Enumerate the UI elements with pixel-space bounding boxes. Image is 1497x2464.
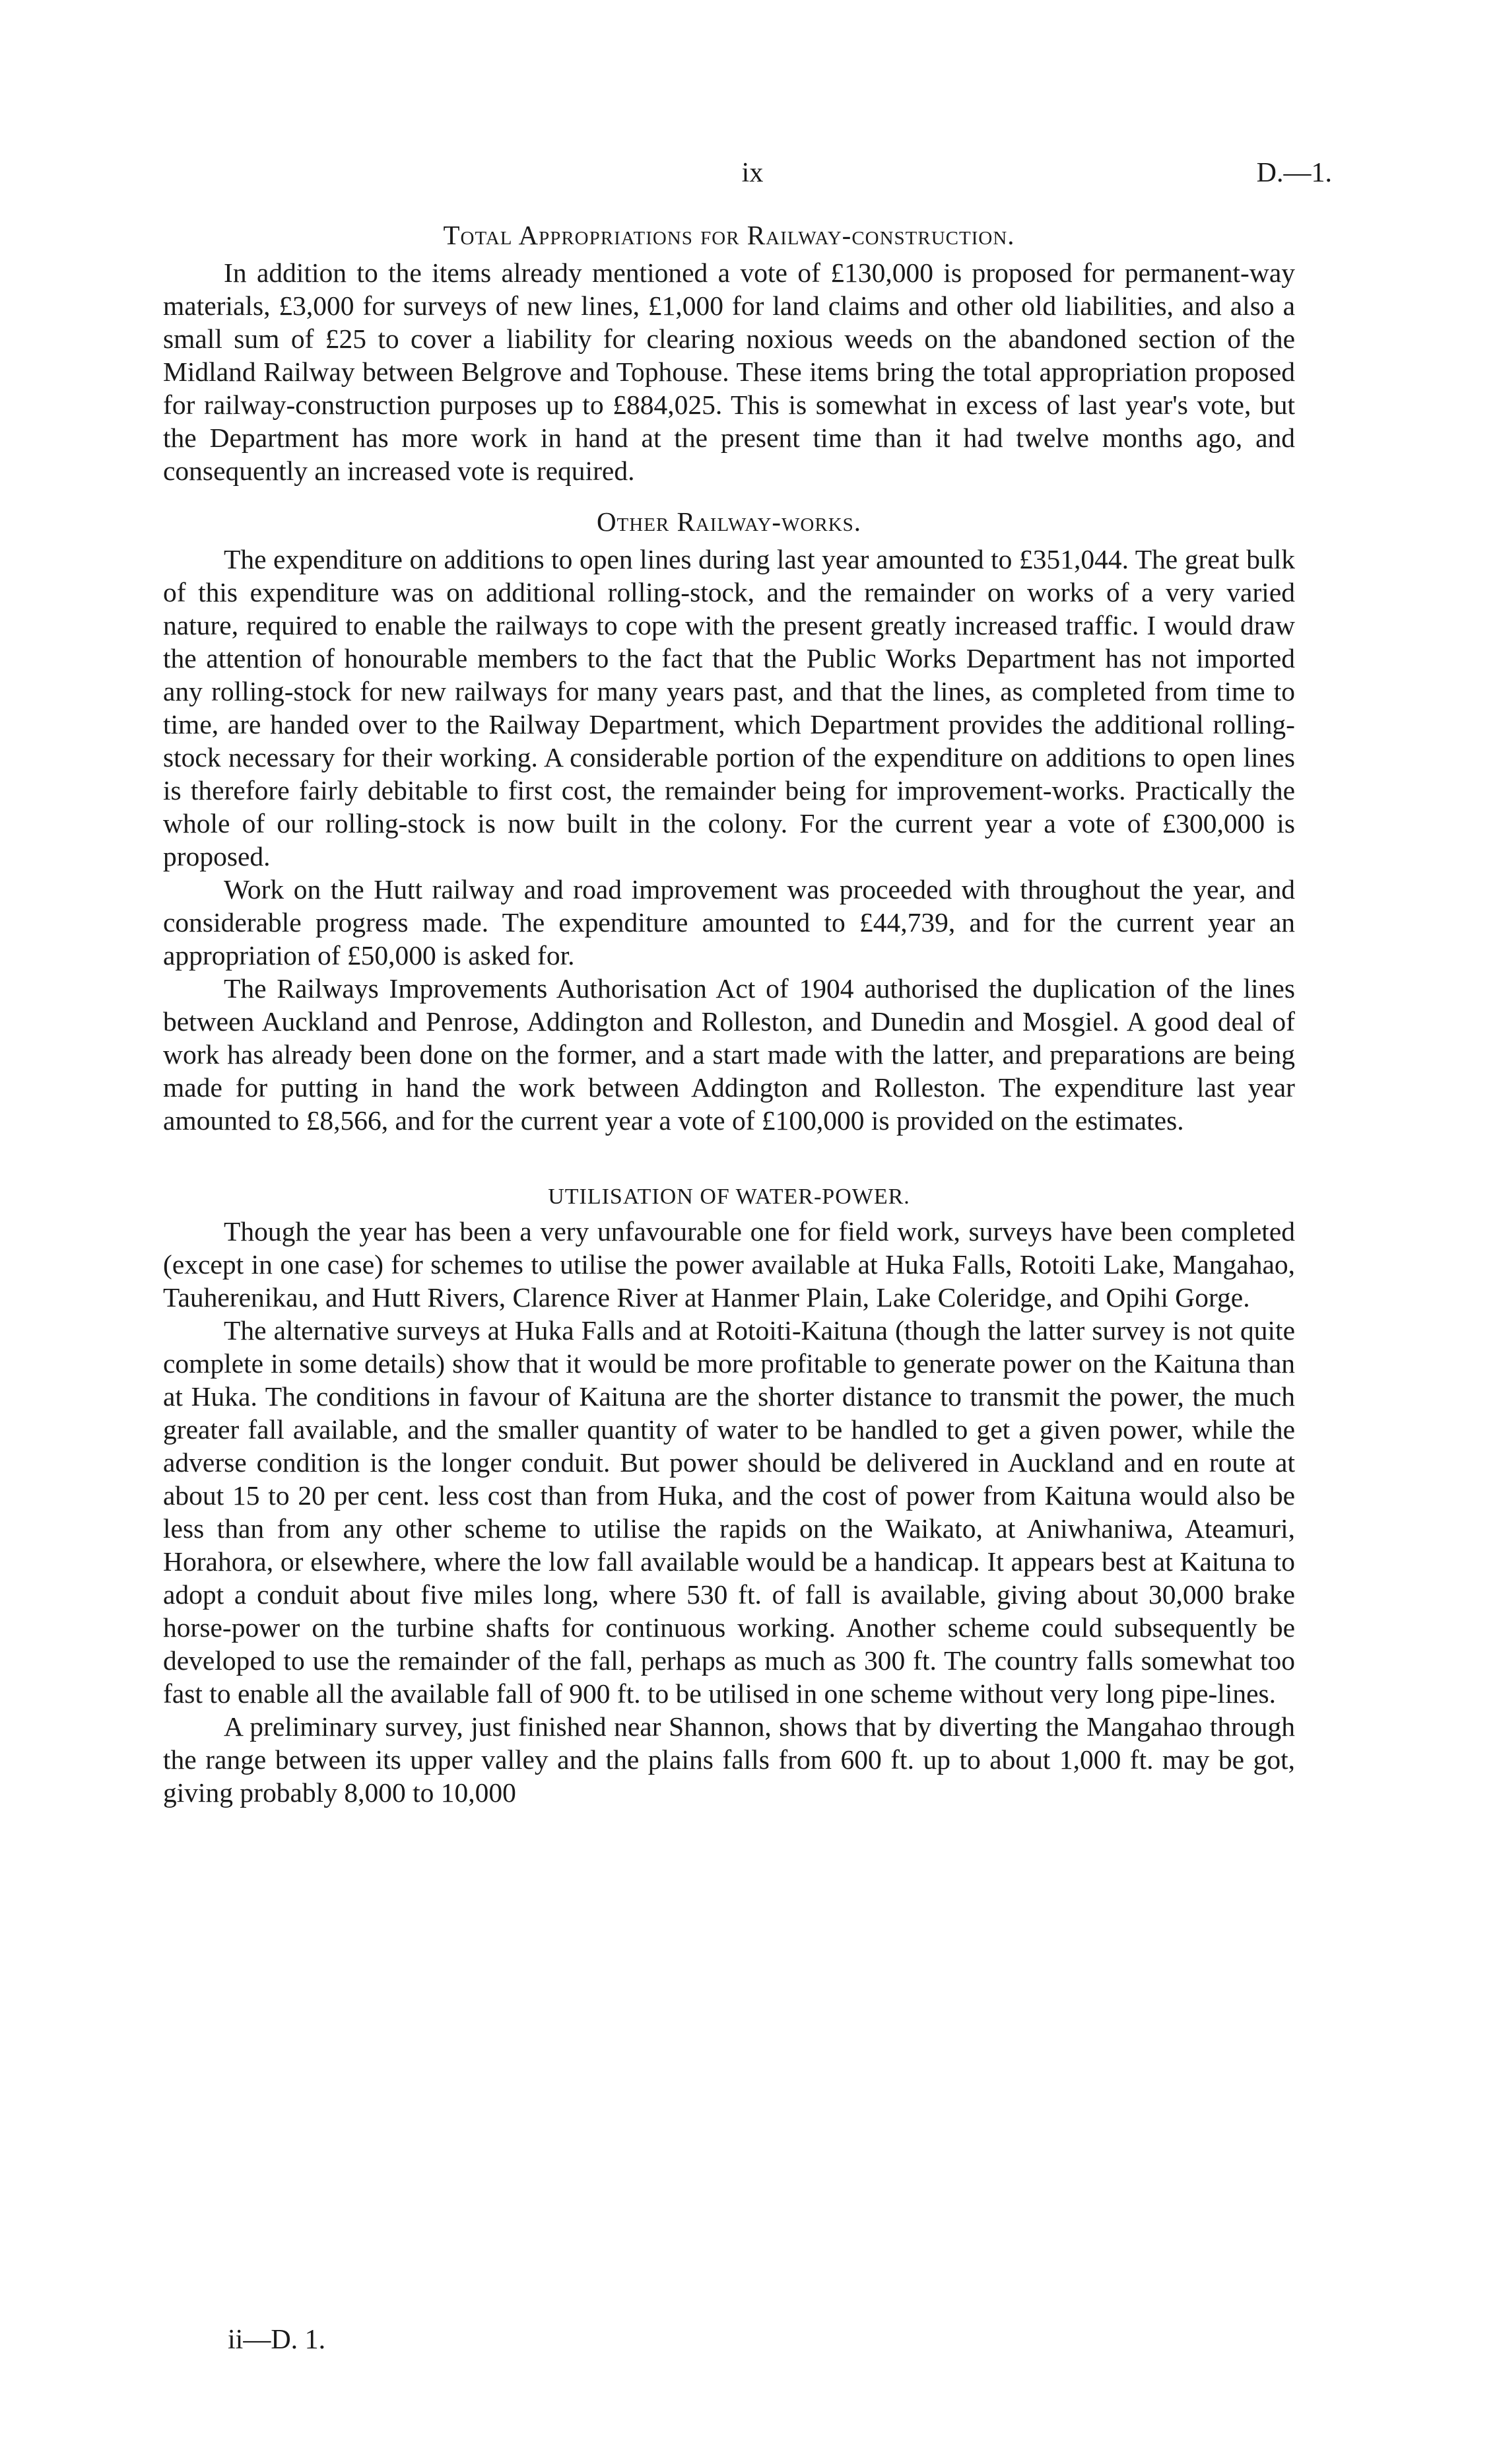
- section-other-railway-works: [163, 506, 1295, 1137]
- paragraph: A preliminary survey, just finished near Shannon, shows that by diverting the Mangahao through the range between its upper valley and the plains falls from 600 ft. up to about 1,000 ft. may be got, giving probably 8,000 to 10,000: [163, 1711, 1295, 1808]
- section-railway-construction: [163, 219, 1295, 487]
- paragraph: The Railways Improvements Authorisation Act of 1904 authorised the duplication of the lines between Auckland and Penrose, Addington and Rolleston, and Dunedin and Mosgiel. A good deal of work has already been done on the former, and a start made with the latter, and preparations are being made for putting in hand the work between Addington and Rolleston. The expenditure last year amounted to £8,566, and for the current year a vote of £100,000 is provided on the estimates.: [163, 973, 1295, 1136]
- section-heading: Other Railway-works.: [596, 506, 862, 537]
- paragraph: Work on the Hutt railway and road improvement was proceeded with throughout the year, and considerable progress made. The expenditure amounted to £44,739, and for the current year an appropriation of £50,000 is asked for.: [163, 874, 1295, 971]
- paragraph: Though the year has been a very unfavourable one for field work, surveys have been completed (except in one case) for schemes to utilise the power available at Huka Falls, Rotoiti Lake, Mangahao, Tauherenikau, and Hutt Rivers, Clarence River at Hanmer Plain, Lake Coleridge, and Opihi Gorge.: [163, 1216, 1295, 1313]
- sheet-reference: ii—D. 1.: [228, 2325, 326, 2355]
- section-water-power: [163, 1184, 1295, 1809]
- paragraph: The expenditure on additions to open lines during last year amounted to £351,044. The great bulk of this expenditure was on additional rolling-stock, and the remainder on works of a very varied nature, required to enable the railways to cope with the present greatly increased traffic. I would draw the attention of honourable members to the fact that the Public Works Department has not imported any rolling-stock for new railways for many years past, and that the lines, as completed from time to time, are handed over to the Railway Department, which Department provides the additional rolling-stock necessary for their working. A considerable portion of the expenditure on additions to open lines is therefore fairly debitable to first cost, the remainder being for improvement-works. Practically the whole of our rolling-stock is now built in the colony. For the current year a vote of £300,000 is proposed.: [163, 544, 1295, 872]
- paragraph: In addition to the items already mentioned a vote of £130,000 is proposed for permanent-way materials, £3,000 for surveys of new lines, £1,000 for land claims and other old liabilities, and also a small sum of £25 to cover a liability for clearing noxious weeds on the abandoned section of the Midland Railway between Belgrove and Tophouse. These items bring the total appropriation proposed for railway-construction purposes up to £884,025. This is somewhat in excess of last year's vote, but the Department has more work in hand at the present time than it had twelve months ago, and consequently an increased vote is required.: [163, 257, 1295, 486]
- page-number: ix: [741, 158, 764, 188]
- section-heading: UTILISATION OF WATER-POWER.: [548, 1184, 910, 1209]
- paragraph: The alternative surveys at Huka Falls and at Rotoiti-Kaituna (though the latter survey is not quite complete in some details) show that it would be more profitable to generate power on the Kaituna than at Huka. The conditions in favour of Kaituna are the shorter distance to transmit the power, the much greater fall available, and the smaller quantity of water to be handled to get a given power, while the adverse condition is the longer conduit. But power should be delivered in Auckland and en route at about 15 to 20 per cent. less cost than from Huka, and the cost of power from Kaituna would also be less than from any other scheme to utilise the rapids on the Waikato, at Aniwhaniwa, Ateamuri, Horahora, or elsewhere, where the low fall available would be a handicap. It appears best at Kaituna to adopt a conduit about five miles long, where 530 ft. of fall is available, giving about 30,000 brake horse-power on the turbine shafts for continuous working. Another scheme could subsequently be developed to use the remainder of the fall, perhaps as much as 300 ft. The country falls somewhat too fast to enable all the available fall of 900 ft. to be utilised in one scheme without very long pipe-lines.: [163, 1315, 1295, 1709]
- section-heading: Total Appropriations for Railway-construction.: [443, 220, 1015, 250]
- document-body: [163, 219, 1295, 1809]
- document-reference: D.—1.: [1256, 158, 1332, 188]
